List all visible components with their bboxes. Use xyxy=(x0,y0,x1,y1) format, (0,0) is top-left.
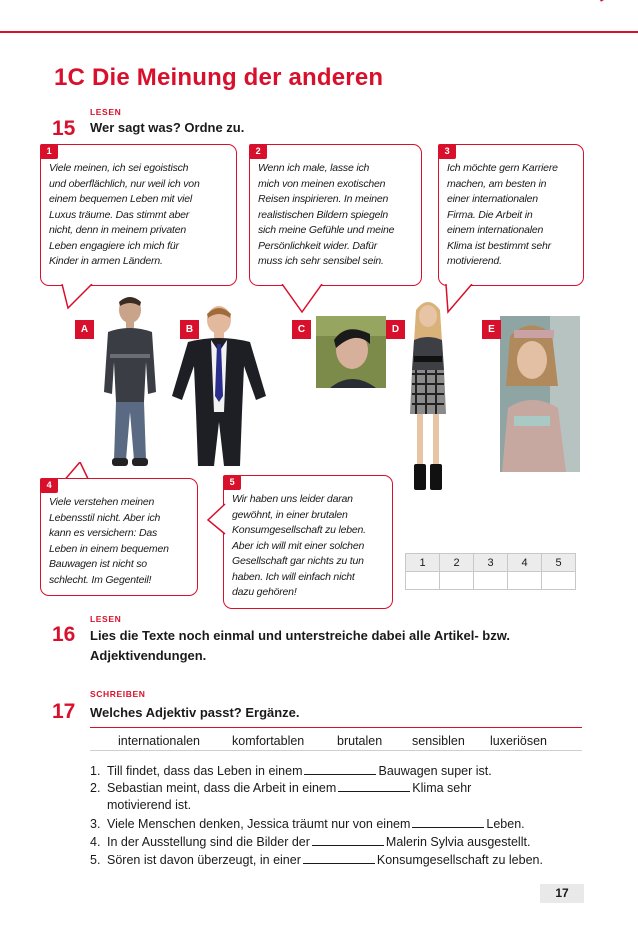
bubble-number: 2 xyxy=(249,144,267,159)
sentence-text: Konsumgesellschaft zu leben. xyxy=(376,853,543,867)
sentence-number: 5. xyxy=(90,853,101,867)
answer-header: 1 xyxy=(406,554,440,572)
answer-cell[interactable] xyxy=(542,572,576,590)
answer-cell[interactable] xyxy=(474,572,508,590)
sentence-text: Sebastian meint, dass die Arbeit in einem xyxy=(107,781,337,795)
fill-blank[interactable] xyxy=(412,816,484,828)
sentence-text: Viele Menschen denken, Jessica träumt nur von einem xyxy=(107,817,411,831)
exercise-16-number: 16 xyxy=(52,623,76,646)
sentence-text: Till findet, dass das Leben in einem xyxy=(107,764,303,778)
page-number: 17 xyxy=(540,884,584,903)
bubble-line: Viele meinen, ich sei egoistisch xyxy=(49,162,189,174)
fill-blank[interactable] xyxy=(338,780,410,792)
bubble-line: einem bequemen Leben mit viel xyxy=(49,193,193,205)
bubble-line: einem internationalen xyxy=(447,224,544,236)
word-bank xyxy=(90,727,582,751)
exercise-16-instruction-line2: Adjektivendungen. xyxy=(90,648,207,663)
bubble-line: Luxus träume. Das stimmt aber xyxy=(49,208,190,221)
sentence-text: motivierend ist. xyxy=(107,798,192,812)
answer-table xyxy=(405,553,576,590)
bubble-line: und oberflächlich, nur weil ich von xyxy=(49,177,200,190)
bubble-line: muss ich sehr sensibel sein. xyxy=(258,255,384,267)
word-bank-item: brutalen xyxy=(337,734,383,748)
corner-rule xyxy=(600,0,638,2)
exercise-15-instruction: Wer sagt was? Ordne zu. xyxy=(90,120,245,135)
answer-cell[interactable] xyxy=(440,572,474,590)
speech-bubble-4 xyxy=(40,478,198,596)
bubble-line: Firma. Die Arbeit in xyxy=(447,208,533,221)
bubble-line: Klima ist bestimmt sehr xyxy=(447,239,551,252)
answer-header: 4 xyxy=(508,554,542,572)
bubble-line: dazu gehören! xyxy=(232,586,297,598)
sentence-5 xyxy=(90,852,590,869)
word-bank-item: internationalen xyxy=(118,734,201,748)
bubble-line: Reisen inspirieren. In meinen xyxy=(258,193,389,205)
sentence-number: 1. xyxy=(90,764,101,778)
sentence-1 xyxy=(90,763,590,780)
fill-blank[interactable] xyxy=(304,763,376,775)
photo-label-a: A xyxy=(75,320,94,339)
sentence-text: In der Ausstellung sind die Bilder der xyxy=(107,835,310,849)
photo-label-b: B xyxy=(180,320,199,339)
exercise-16-skill: LESEN xyxy=(90,614,122,624)
photo-label-d: D xyxy=(386,320,405,339)
answer-cell[interactable] xyxy=(406,572,440,590)
sentence-number: 3. xyxy=(90,817,101,831)
exercise-16-instruction-line1: Lies die Texte noch einmal und unterstreiche dabei alle Artikel- bzw. xyxy=(90,628,510,643)
bubble-line: Aber ich will mit einer solchen xyxy=(232,539,365,552)
bubble-line: einer internationalen xyxy=(447,193,538,205)
photo-label-e: E xyxy=(482,320,501,339)
bubble-number: 3 xyxy=(438,144,456,159)
bubble-line: Viele verstehen meinen xyxy=(49,496,155,508)
bubble-line: motivierend. xyxy=(447,255,502,267)
photo-c-portrait xyxy=(316,316,386,388)
fill-blank[interactable] xyxy=(303,852,375,864)
speech-bubble-2 xyxy=(249,144,422,286)
photo-d-young-woman xyxy=(400,296,456,496)
word-bank-item: luxeriösen xyxy=(490,734,547,748)
exercise-17-instruction: Welches Adjektiv passt? Ergänze. xyxy=(90,705,300,720)
top-rule xyxy=(0,31,638,33)
exercise-15-skill: LESEN xyxy=(90,107,122,117)
bubble-line: Leben engagiere ich mich für xyxy=(49,239,179,252)
bubble-line: mich von meinen exotischen xyxy=(258,177,386,190)
bubble-5-tail xyxy=(206,502,226,538)
sentence-text: Sören ist davon überzeugt, in einer xyxy=(107,853,301,867)
bubble-number: 1 xyxy=(40,144,58,159)
word-bank-item: komfortablen xyxy=(232,734,305,748)
bubble-2-tail xyxy=(280,284,330,314)
speech-bubble-5 xyxy=(223,475,393,609)
answer-cell[interactable] xyxy=(508,572,542,590)
bubble-line: Gesellschaft gar nichts zu tun xyxy=(232,555,364,567)
sentence-text: Malerin Sylvia ausgestellt. xyxy=(385,835,531,849)
bubble-line: kann es versichern: Das xyxy=(49,527,158,539)
photo-e-painter xyxy=(500,316,580,472)
bubble-line: Wir haben uns leider daran xyxy=(232,493,353,505)
bubble-line: Leben in einem bequemen xyxy=(49,542,169,555)
answer-header: 2 xyxy=(440,554,474,572)
bubble-line: Kinder in armen Ländern. xyxy=(49,255,163,267)
bubble-line: schlecht. Im Gegenteil! xyxy=(49,573,152,586)
sentence-3 xyxy=(90,816,590,833)
exercise-15-number: 15 xyxy=(52,117,76,140)
photo-a-young-man xyxy=(90,292,170,472)
exercise-17-skill: SCHREIBEN xyxy=(90,689,146,699)
sentence-text: Leben. xyxy=(486,817,525,831)
bubble-line: Wenn ich male, lasse ich xyxy=(258,162,370,174)
bubble-line: Konsumgesellschaft zu leben. xyxy=(232,524,366,536)
sentence-4 xyxy=(90,834,590,851)
photo-label-c: C xyxy=(292,320,311,339)
bubble-line: haben. Ich will einfach nicht xyxy=(232,570,355,583)
sentence-2 xyxy=(90,780,590,814)
bubble-line: realistischen Bildern spiegeln xyxy=(258,208,388,221)
answer-header: 5 xyxy=(542,554,576,572)
fill-blank[interactable] xyxy=(312,834,384,846)
bubble-line: Ich möchte gern Karriere xyxy=(447,162,558,174)
sentence-number: 4. xyxy=(90,835,101,849)
sentence-text: Klima sehr xyxy=(412,781,472,795)
sentence-text: Bauwagen super ist. xyxy=(378,764,492,778)
word-bank-item: sensiblen xyxy=(412,734,465,748)
chapter-title: 1C Die Meinung der anderen xyxy=(54,64,384,91)
answer-header: 3 xyxy=(474,554,508,572)
bubble-number: 4 xyxy=(40,478,58,493)
bubble-line: Lebensstil nicht. Aber ich xyxy=(49,511,161,524)
bubble-line: machen, am besten in xyxy=(447,177,547,190)
bubble-line: nicht, denn in meinem privaten xyxy=(49,224,186,236)
bubble-number: 5 xyxy=(223,475,241,490)
bubble-line: gewöhnt, in einer brutalen xyxy=(232,508,348,521)
bubble-line: Bauwagen ist nicht so xyxy=(49,558,147,570)
speech-bubble-1 xyxy=(40,144,237,286)
exercise-17-number: 17 xyxy=(52,700,76,723)
bubble-line: Persönlichkeit wider. Dafür xyxy=(258,239,378,252)
sentence-number: 2. xyxy=(90,781,101,795)
speech-bubble-3 xyxy=(438,144,584,286)
bubble-line: sich meine Gefühle und meine xyxy=(258,224,395,236)
